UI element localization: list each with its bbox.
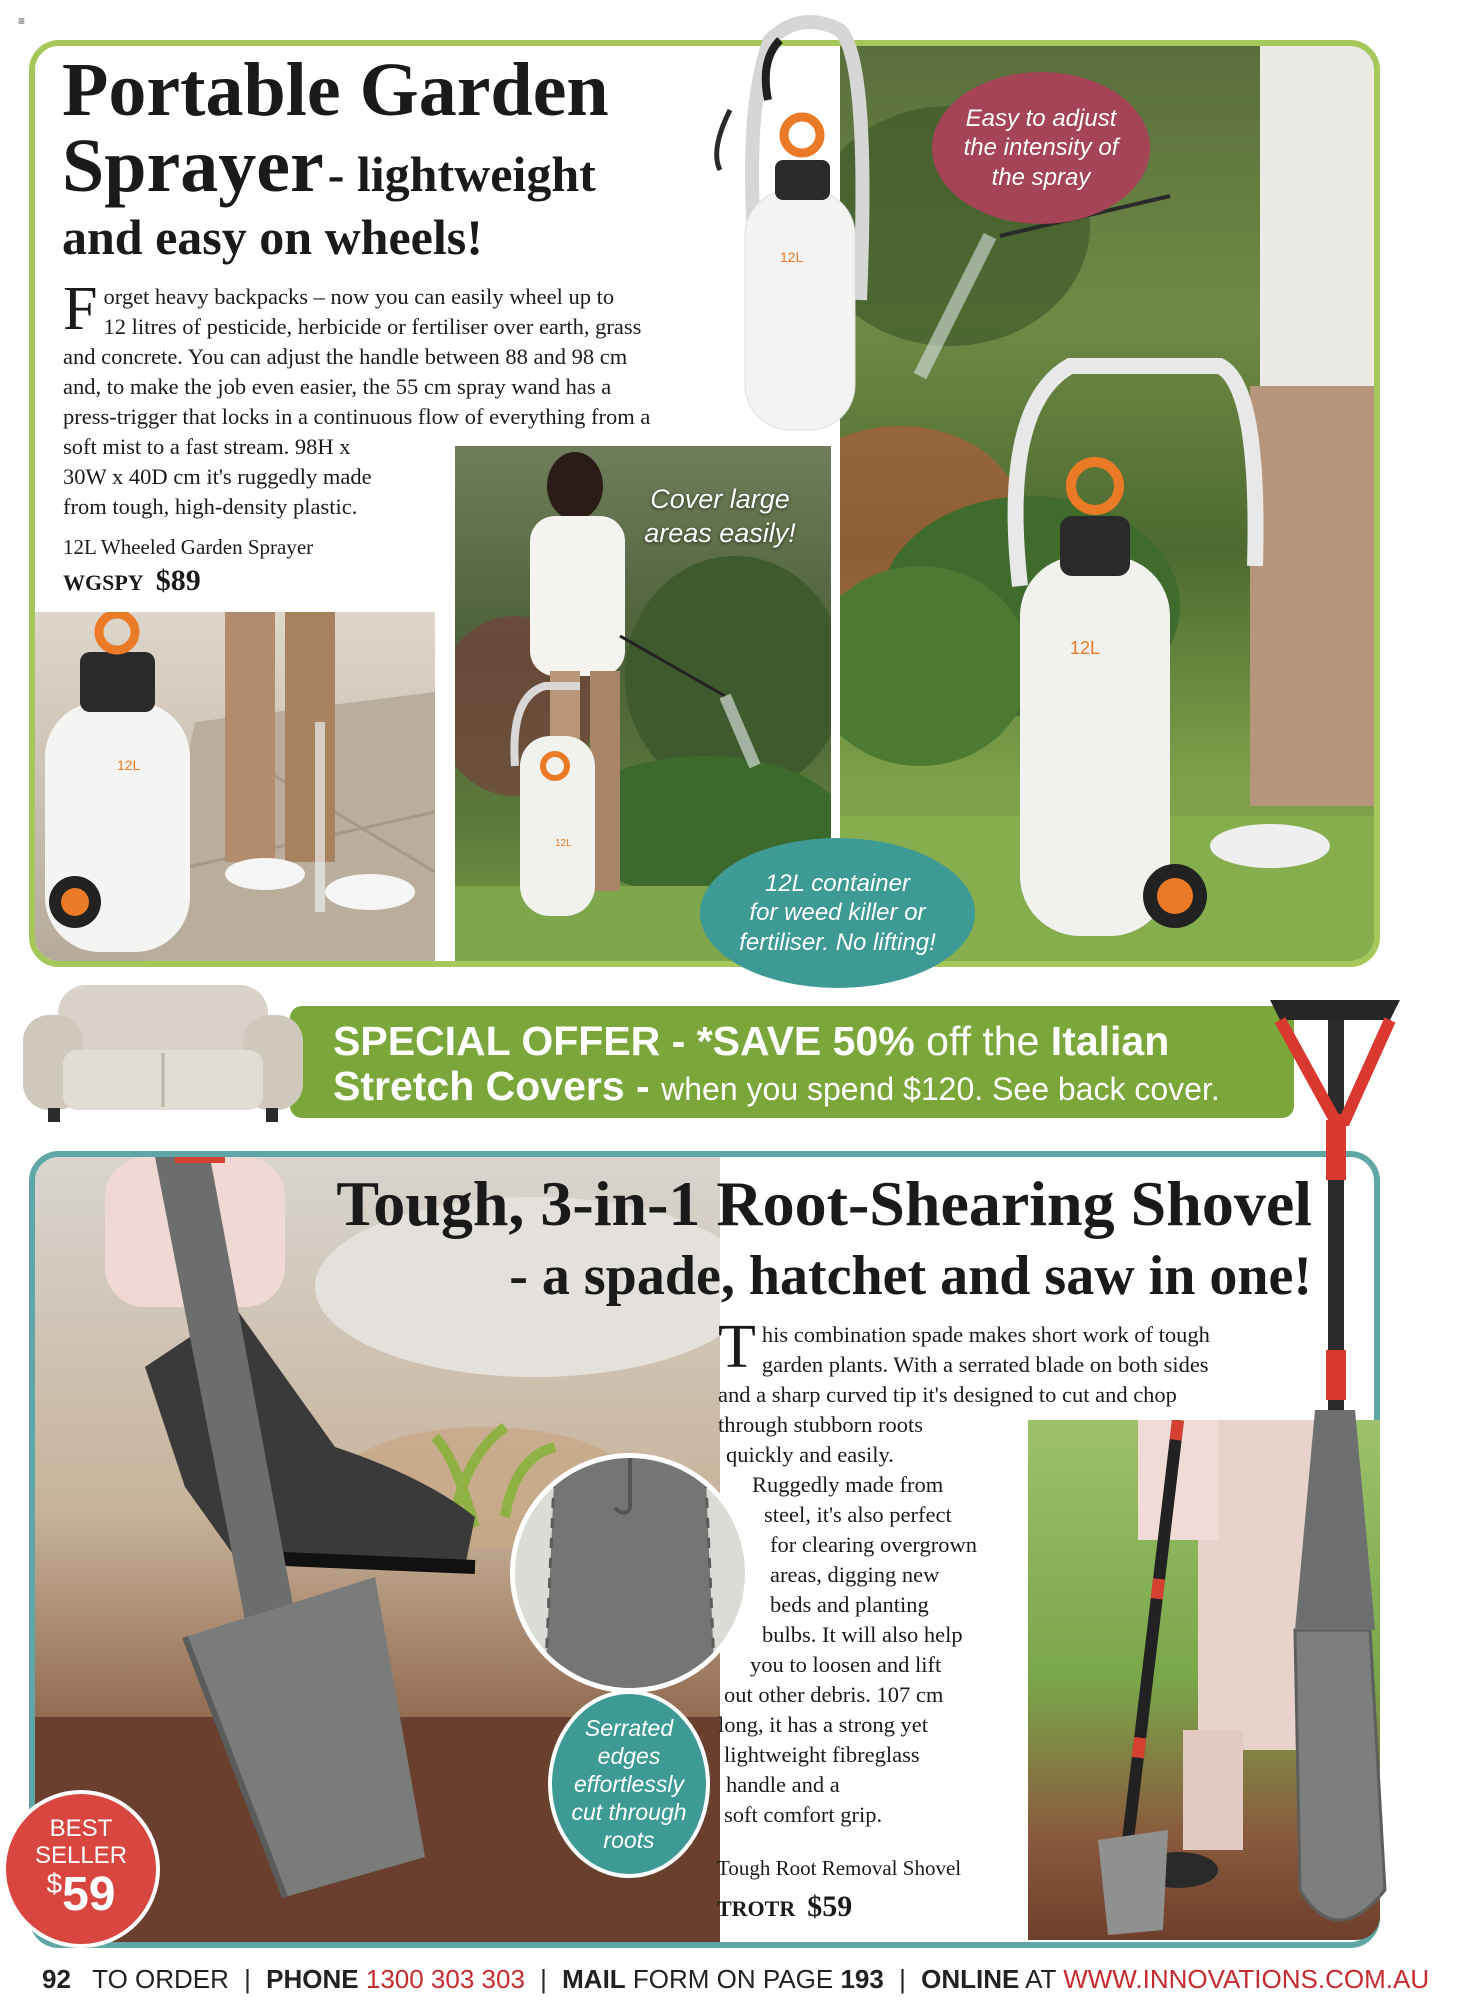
footer-divider: | xyxy=(540,1964,547,1994)
bubble-container xyxy=(700,838,975,988)
sprayer-dropcap: F xyxy=(63,275,98,343)
footer-phone[interactable]: 1300 303 303 xyxy=(365,1964,525,1994)
shovel-title-line2: - a spade, hatchet and saw in one! xyxy=(509,1245,1312,1307)
bubble-container-line: fertiliser. No lifting! xyxy=(739,928,936,956)
bubble-adjust-spray xyxy=(932,72,1150,224)
shovel-sku: TROTR xyxy=(717,1896,796,1921)
shovel-desc-line: you to loosen and lift xyxy=(750,1652,942,1677)
best-seller-badge xyxy=(2,1790,160,1948)
shovel-title-line1: Tough, 3-in-1 Root-Shearing Shovel xyxy=(336,1168,1312,1239)
shovel-dropcap: T xyxy=(718,1313,756,1381)
caption-cover-line: areas easily! xyxy=(644,518,796,548)
tank-label: 12L xyxy=(117,757,141,773)
shovel-desc-line: quickly and easily. xyxy=(726,1442,894,1467)
sprayer-desc-line: soft mist to a fast stream. 98H x xyxy=(63,434,351,459)
footer-divider: | xyxy=(899,1964,906,1994)
sprayer-concrete-photo xyxy=(35,612,435,961)
footer-website-link[interactable]: WWW.INNOVATIONS.COM.AU xyxy=(1063,1964,1430,1994)
shovel-desc-line: garden plants. With a serrated blade on both sides xyxy=(761,1352,1209,1377)
shovel-order-line xyxy=(717,1890,852,1924)
offer-line2-rest: when you spend $120. See back cover. xyxy=(661,1071,1220,1107)
shovel-desc-line: and a sharp curved tip it's designed to cut and chop xyxy=(718,1382,1177,1407)
sprayer-desc-line: and concrete. You can adjust the handle between 88 and 98 cm xyxy=(63,344,628,369)
sprayer-desc-line: and, to make the job even easier, the 55 cm spray wand has a xyxy=(63,374,612,399)
shovel-description xyxy=(718,1313,1318,1830)
bubble-serrated-line: effortlessly xyxy=(574,1770,684,1797)
shovel-desc-line: through stubborn roots xyxy=(718,1412,923,1437)
sprayer-desc-line: press-trigger that locks in a continuous flow of everything from a xyxy=(63,404,651,429)
caption-cover-large-areas xyxy=(630,482,810,550)
footer-mail-label: MAIL xyxy=(562,1964,626,1994)
serrated-detail-zoom xyxy=(510,1453,750,1693)
sprayer-desc-line: orget heavy backpacks – now you can easily wheel up to xyxy=(103,284,615,309)
bubble-container-line: 12L container xyxy=(764,870,910,898)
sprayer-title-line1: Portable Garden xyxy=(62,48,609,132)
tank-label: 12L xyxy=(555,838,572,849)
page-marker: ≡ xyxy=(18,14,26,28)
footer-online-at: AT xyxy=(1025,1964,1056,1994)
shovel-desc-line: his combination spade makes short work of tough xyxy=(761,1322,1210,1347)
special-offer-text xyxy=(333,1018,1220,1111)
badge-amount: 59 xyxy=(62,1867,116,1921)
shovel-desc-line: for clearing overgrown xyxy=(770,1532,978,1557)
tank-label: 12L xyxy=(780,249,804,265)
footer-to-order: TO ORDER xyxy=(92,1964,229,1994)
bubble-serrated-line: edges xyxy=(597,1742,661,1769)
sprayer-desc-line: 12 litres of pesticide, herbicide or fertiliser over earth, grass xyxy=(103,314,642,339)
badge-currency: $ xyxy=(46,1867,63,1899)
offer-line2-bold: Stretch Covers - xyxy=(333,1063,650,1109)
caption-cover-line: Cover large xyxy=(650,484,790,514)
footer-mail-text: FORM ON PAGE xyxy=(632,1964,834,1994)
svg-text:12L: 12L xyxy=(1070,638,1101,658)
shovel-desc-line: steel, it's also perfect xyxy=(764,1502,952,1527)
sprayer-desc-line: 30W x 40D cm it's ruggedly made xyxy=(63,464,372,489)
sprayer-price: $89 xyxy=(155,564,201,597)
bubble-adjust-line: the intensity of xyxy=(963,134,1119,162)
shovel-title xyxy=(240,1168,1312,1307)
footer xyxy=(42,1964,1429,1995)
offer-line1-bold2: Italian xyxy=(1050,1018,1170,1064)
shovel-desc-line: beds and planting xyxy=(770,1592,929,1617)
bubble-serrated-line: roots xyxy=(603,1827,655,1854)
footer-divider: | xyxy=(244,1964,251,1994)
bubble-adjust-line: the spray xyxy=(991,163,1091,191)
bubble-adjust-line: Easy to adjust xyxy=(965,105,1117,133)
bubble-serrated-line: cut through xyxy=(571,1799,687,1826)
shovel-desc-line: long, it has a strong yet xyxy=(718,1712,928,1737)
badge-line1: BEST xyxy=(49,1815,113,1843)
bubble-container-line: for weed killer or xyxy=(749,899,926,927)
shovel-desc-line: soft comfort grip. xyxy=(724,1802,883,1827)
sprayer-title-line2-sub: - lightweight xyxy=(327,146,596,202)
footer-mail-page: 193 xyxy=(840,1964,884,1994)
shovel-desc-line: Ruggedly made from xyxy=(752,1472,944,1497)
footer-phone-label: PHONE xyxy=(266,1964,359,1994)
shovel-price: $59 xyxy=(807,1890,853,1923)
shovel-desc-line: lightweight fibreglass xyxy=(724,1742,920,1767)
shovel-desc-line: out other debris. 107 cm xyxy=(724,1682,944,1707)
sprayer-title-line3: and easy on wheels! xyxy=(62,209,483,265)
bubble-serrated-line: Serrated xyxy=(584,1714,674,1741)
sprayer-order-line xyxy=(63,564,201,598)
offer-line1-bold: SPECIAL OFFER - *SAVE 50% xyxy=(333,1018,915,1064)
shovel-desc-line: bulbs. It will also help xyxy=(762,1622,963,1647)
shovel-product-name: Tough Root Removal Shovel xyxy=(717,1856,962,1880)
sprayer-title xyxy=(62,48,722,265)
shovel-desc-line: areas, digging new xyxy=(770,1562,940,1587)
bubble-serrated-edges xyxy=(548,1690,710,1878)
sprayer-desc-line: from tough, high-density plastic. xyxy=(63,494,358,519)
sprayer-product-name: 12L Wheeled Garden Sprayer xyxy=(63,535,314,559)
footer-page-number: 92 xyxy=(42,1964,71,1994)
offer-line1-rest: off the xyxy=(926,1018,1040,1064)
badge-line2: SELLER xyxy=(34,1841,128,1869)
footer-online-label: ONLINE xyxy=(921,1964,1020,1994)
shovel-desc-line: handle and a xyxy=(726,1772,840,1797)
sprayer-title-line2-main: Sprayer xyxy=(62,124,324,208)
sofa-image xyxy=(18,975,308,1135)
sprayer-sku: WGSPY xyxy=(63,570,144,595)
